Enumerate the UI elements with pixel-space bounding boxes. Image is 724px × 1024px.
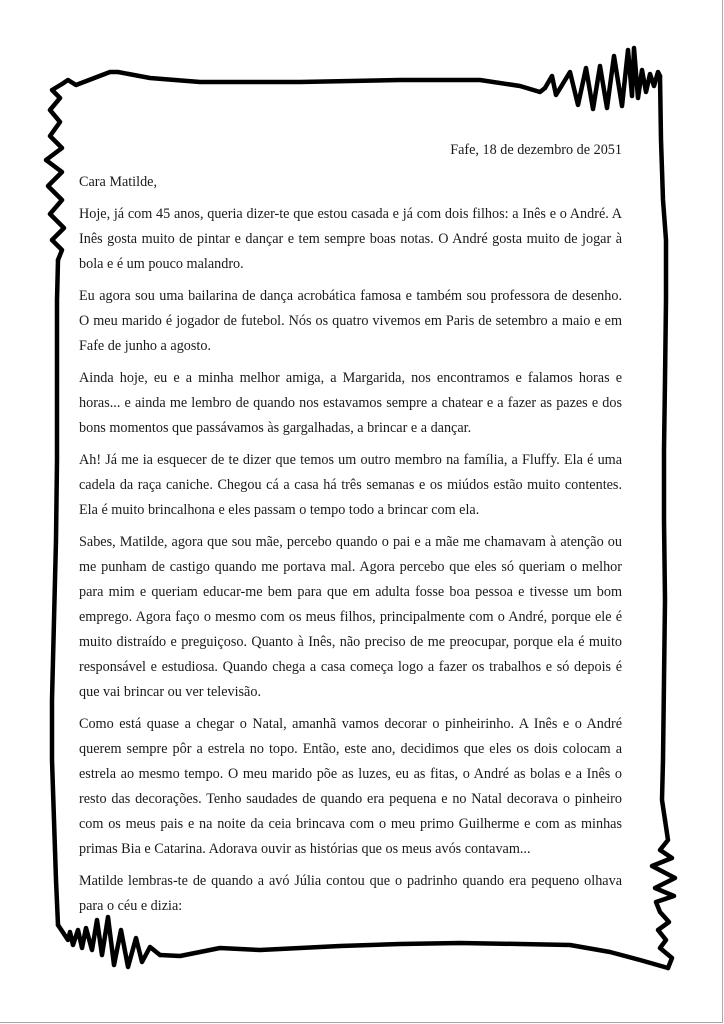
letter-body <box>79 138 622 926</box>
letter-place-date: Fafe, 18 de dezembro de 2051 <box>450 142 622 158</box>
frame-left-top-squiggle <box>46 84 64 260</box>
letter-paragraph: Sabes, Matilde, agora que sou mãe, percebo quando o pai e a mãe me chamavam à atenção ou me punham de castigo quando me portava mal. Agora percebo que eles só queriam o melhor para mim e queriam educar-me bem para que em adulta fosse boa pessoa e tivesse um bom emprego. Agora faço o mesmo com os meus filhos, principalmente com o André, porque ele é muito distraído e preguiçoso. Quanto à Inês, não preciso de me preocupar, porque ela é muito responsável e estudiosa. Quando chega a casa começa logo a fazer os trabalhos e só depois é que vai brincar ou ver televisão. <box>79 534 622 700</box>
letter-paragraph: Ainda hoje, eu e a minha melhor amiga, a Margarida, nos encontramos e falamos horas e horas... e ainda me lembro de quando nos estavamos sempre a chatear e a fazer as pazes e dos bons momentos que passávamos às gargalhadas, a brincar e a dançar. <box>79 370 622 436</box>
frame-top-right-squiggle <box>545 48 660 109</box>
letter-paragraph: Ah! Já me ia esquecer de te dizer que temos um outro membro na família, a Fluffy. Ela é uma cadela da raça caniche. Chegou cá a casa há três semanas e os miúdos estão muito contentes. Ela é muito brincalhona e eles passam o tempo todo a brincar com ela. <box>79 452 622 518</box>
letter-paragraph: Eu agora sou uma bailarina de dança acrobática famosa e também sou professora de desenho. O meu marido é jogador de futebol. Nós os quatro vivemos em Paris de setembro a maio e em Fafe de junho a agosto. <box>79 288 622 354</box>
frame-bottom-edge <box>160 943 668 968</box>
frame-left-edge <box>52 260 58 925</box>
letter-salutation: Cara Matilde, <box>79 174 158 190</box>
letter-paragraph: Como está quase a chegar o Natal, amanhã vamos decorar o pinheirinho. A Inês e o André querem sempre pôr a estrela no topo. Então, este ano, decidimos que eles os dois colocam a estrela ao mesmo tempo. O meu marido põe as luzes, eu as fitas, o André as bolas e a Inês o resto das decorações. Tenho saudades de quando era pequena e no Natal decorava o pinheiro com os meus pais e na noite da ceia brincava com o meu primo Guilherme e com as minhas primas Bia e Catarina. Adorava ouvir as histórias que os meus avós contavam... <box>79 716 622 857</box>
letter-paragraph: Hoje, já com 45 anos, queria dizer-te que estou casada e já com dois filhos: a Inês e o André. A Inês gosta muito de pintar e dançar e tem sempre boas notas. O André gosta muito de jogar à bola e é um pouco malandro. <box>79 206 622 272</box>
frame-right-edge <box>660 76 666 820</box>
letter-paragraph: Matilde lembras-te de quando a avó Júlia contou que o padrinho quando era pequeno olhava para o céu e dizia: <box>79 873 622 914</box>
frame-top-edge <box>62 72 545 92</box>
frame-right-bottom-squiggle <box>652 820 675 968</box>
